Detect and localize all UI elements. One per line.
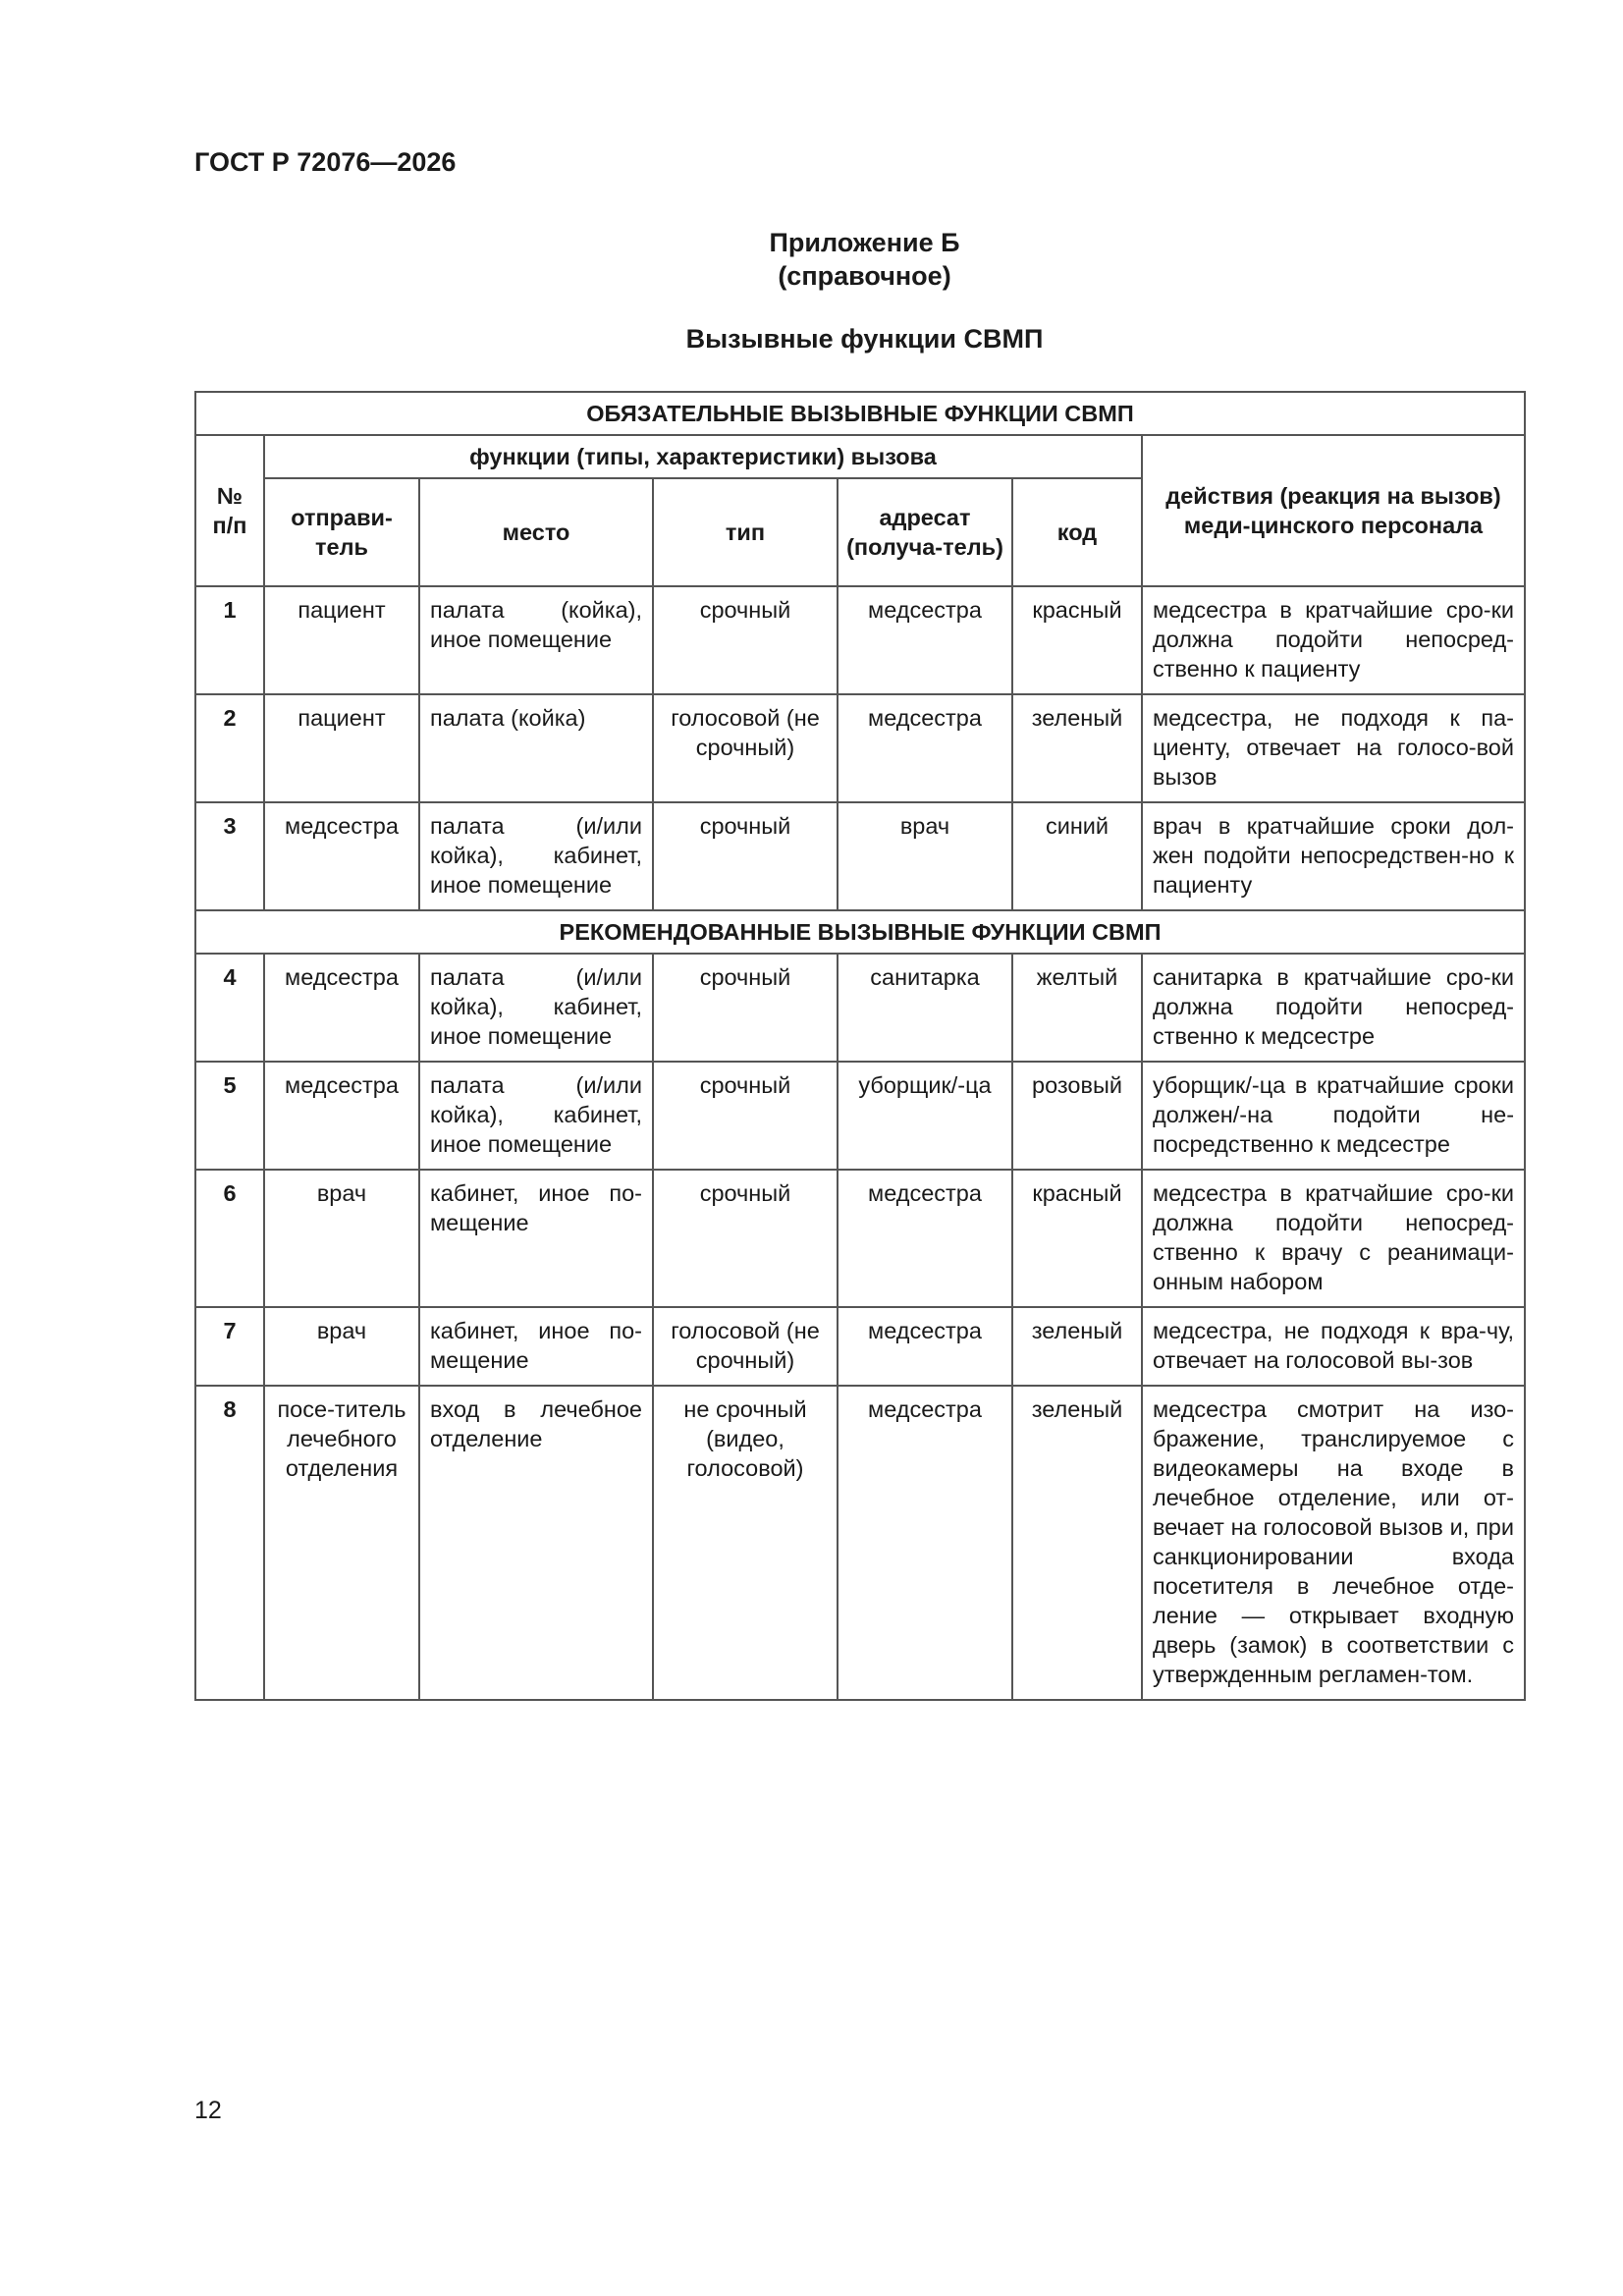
section-recommended: РЕКОМЕНДОВАННЫЕ ВЫЗЫВНЫЕ ФУНКЦИИ СВМП — [195, 910, 1525, 954]
cell-code: красный — [1012, 586, 1142, 694]
cell-code: синий — [1012, 802, 1142, 910]
cell-sender: пациент — [264, 586, 419, 694]
appendix-heading — [0, 226, 1623, 293]
cell-addressee: медсестра — [838, 1170, 1012, 1307]
cell-place: палата (и/или койка), кабинет, иное помещение — [419, 1062, 653, 1170]
table-row — [195, 802, 1525, 910]
cell-num: 7 — [195, 1307, 264, 1386]
cell-place: кабинет, иное по-мещение — [419, 1307, 653, 1386]
table-row — [195, 1170, 1525, 1307]
cell-actions: уборщик/-ца в кратчайшие сроки должен/-на подойти не-посредственно к медсестре — [1142, 1062, 1525, 1170]
header-actions: действия (реакция на вызов) меди-цинского персонала — [1142, 435, 1525, 586]
table-row — [195, 1307, 1525, 1386]
cell-type: срочный — [653, 586, 838, 694]
cell-sender: медсестра — [264, 1062, 419, 1170]
appendix-subtitle: (справочное) — [778, 261, 951, 291]
table-row — [195, 1062, 1525, 1170]
cell-type: срочный — [653, 802, 838, 910]
cell-actions: медсестра, не подходя к вра-чу, отвечает на голосовой вы-зов — [1142, 1307, 1525, 1386]
cell-code: красный — [1012, 1170, 1142, 1307]
cell-place: палата (и/или койка), кабинет, иное помещение — [419, 802, 653, 910]
cell-num: 2 — [195, 694, 264, 802]
appendix-title: Приложение Б — [769, 228, 960, 257]
cell-type: голосовой (не срочный) — [653, 694, 838, 802]
cell-num: 8 — [195, 1386, 264, 1700]
cell-num: 6 — [195, 1170, 264, 1307]
cell-place: вход в лечебное отделение — [419, 1386, 653, 1700]
cell-place: палата (и/или койка), кабинет, иное помещение — [419, 954, 653, 1062]
cell-addressee: врач — [838, 802, 1012, 910]
cell-code: зеленый — [1012, 1307, 1142, 1386]
section-mandatory: ОБЯЗАТЕЛЬНЫЕ ВЫЗЫВНЫЕ ФУНКЦИИ СВМП — [195, 392, 1525, 435]
header-place: место — [419, 478, 653, 586]
header-addressee: адресат (получа-тель) — [838, 478, 1012, 586]
cell-num: 3 — [195, 802, 264, 910]
cell-place: палата (койка), иное помещение — [419, 586, 653, 694]
section-header-row — [195, 910, 1525, 954]
cell-actions: медсестра смотрит на изо-бражение, транслируемое с видеокамеры на входе в лечебное отделение, или от-вечает на голосовой вызов и, при санкционировании входа посетителя в лечебное отде-ление — открывает входную дверь (замок) в соответствии с утвержденным регламен-том. — [1142, 1386, 1525, 1700]
cell-addressee: уборщик/-ца — [838, 1062, 1012, 1170]
cell-addressee: медсестра — [838, 586, 1012, 694]
cell-code: розовый — [1012, 1062, 1142, 1170]
cell-type: срочный — [653, 954, 838, 1062]
cell-actions: врач в кратчайшие сроки дол-жен подойти непосредствен-но к пациенту — [1142, 802, 1525, 910]
cell-sender: врач — [264, 1307, 419, 1386]
cell-sender: посе-титель лечебного отделения — [264, 1386, 419, 1700]
cell-type: срочный — [653, 1170, 838, 1307]
header-functions-group: функции (типы, характеристики) вызова — [264, 435, 1142, 478]
cell-sender: пациент — [264, 694, 419, 802]
recommended-section — [195, 910, 1525, 954]
page-number: 12 — [194, 2097, 222, 2124]
appendix-name: Вызывные функции СВМП — [685, 324, 1044, 354]
cell-place: палата (койка) — [419, 694, 653, 802]
cell-addressee: санитарка — [838, 954, 1012, 1062]
cell-type: не срочный (видео, голосовой) — [653, 1386, 838, 1700]
column-group-row — [195, 435, 1525, 478]
cell-addressee: медсестра — [838, 1386, 1012, 1700]
cell-type: срочный — [653, 1062, 838, 1170]
header-num: № п/п — [195, 435, 264, 586]
table-row — [195, 586, 1525, 694]
section-header-row — [195, 392, 1525, 435]
cell-num: 1 — [195, 586, 264, 694]
cell-actions: медсестра в кратчайшие сро-ки должна подойти непосред-ственно к врачу с реанимаци-онным набором — [1142, 1170, 1525, 1307]
cell-addressee: медсестра — [838, 1307, 1012, 1386]
header-type: тип — [653, 478, 838, 586]
cell-sender: медсестра — [264, 954, 419, 1062]
table-row — [195, 694, 1525, 802]
recommended-rows — [195, 954, 1525, 1700]
mandatory-rows — [195, 586, 1525, 910]
document-code: ГОСТ Р 72076—2026 — [194, 147, 457, 177]
cell-code: зеленый — [1012, 694, 1142, 802]
cell-addressee: медсестра — [838, 694, 1012, 802]
header-code: код — [1012, 478, 1142, 586]
table-row — [195, 1386, 1525, 1700]
table-row — [195, 954, 1525, 1062]
cell-num: 4 — [195, 954, 264, 1062]
cell-type: голосовой (не срочный) — [653, 1307, 838, 1386]
cell-code: желтый — [1012, 954, 1142, 1062]
cell-num: 5 — [195, 1062, 264, 1170]
cell-sender: медсестра — [264, 802, 419, 910]
cell-actions: санитарка в кратчайшие сро-ки должна подойти непосред-ственно к медсестре — [1142, 954, 1525, 1062]
cell-actions: медсестра, не подходя к па-циенту, отвечает на голосо-вой вызов — [1142, 694, 1525, 802]
cell-actions: медсестра в кратчайшие сро-ки должна подойти непосред-ственно к пациенту — [1142, 586, 1525, 694]
call-functions-table — [194, 391, 1526, 1701]
cell-sender: врач — [264, 1170, 419, 1307]
cell-code: зеленый — [1012, 1386, 1142, 1700]
cell-place: кабинет, иное по-мещение — [419, 1170, 653, 1307]
header-sender: отправи-тель — [264, 478, 419, 586]
